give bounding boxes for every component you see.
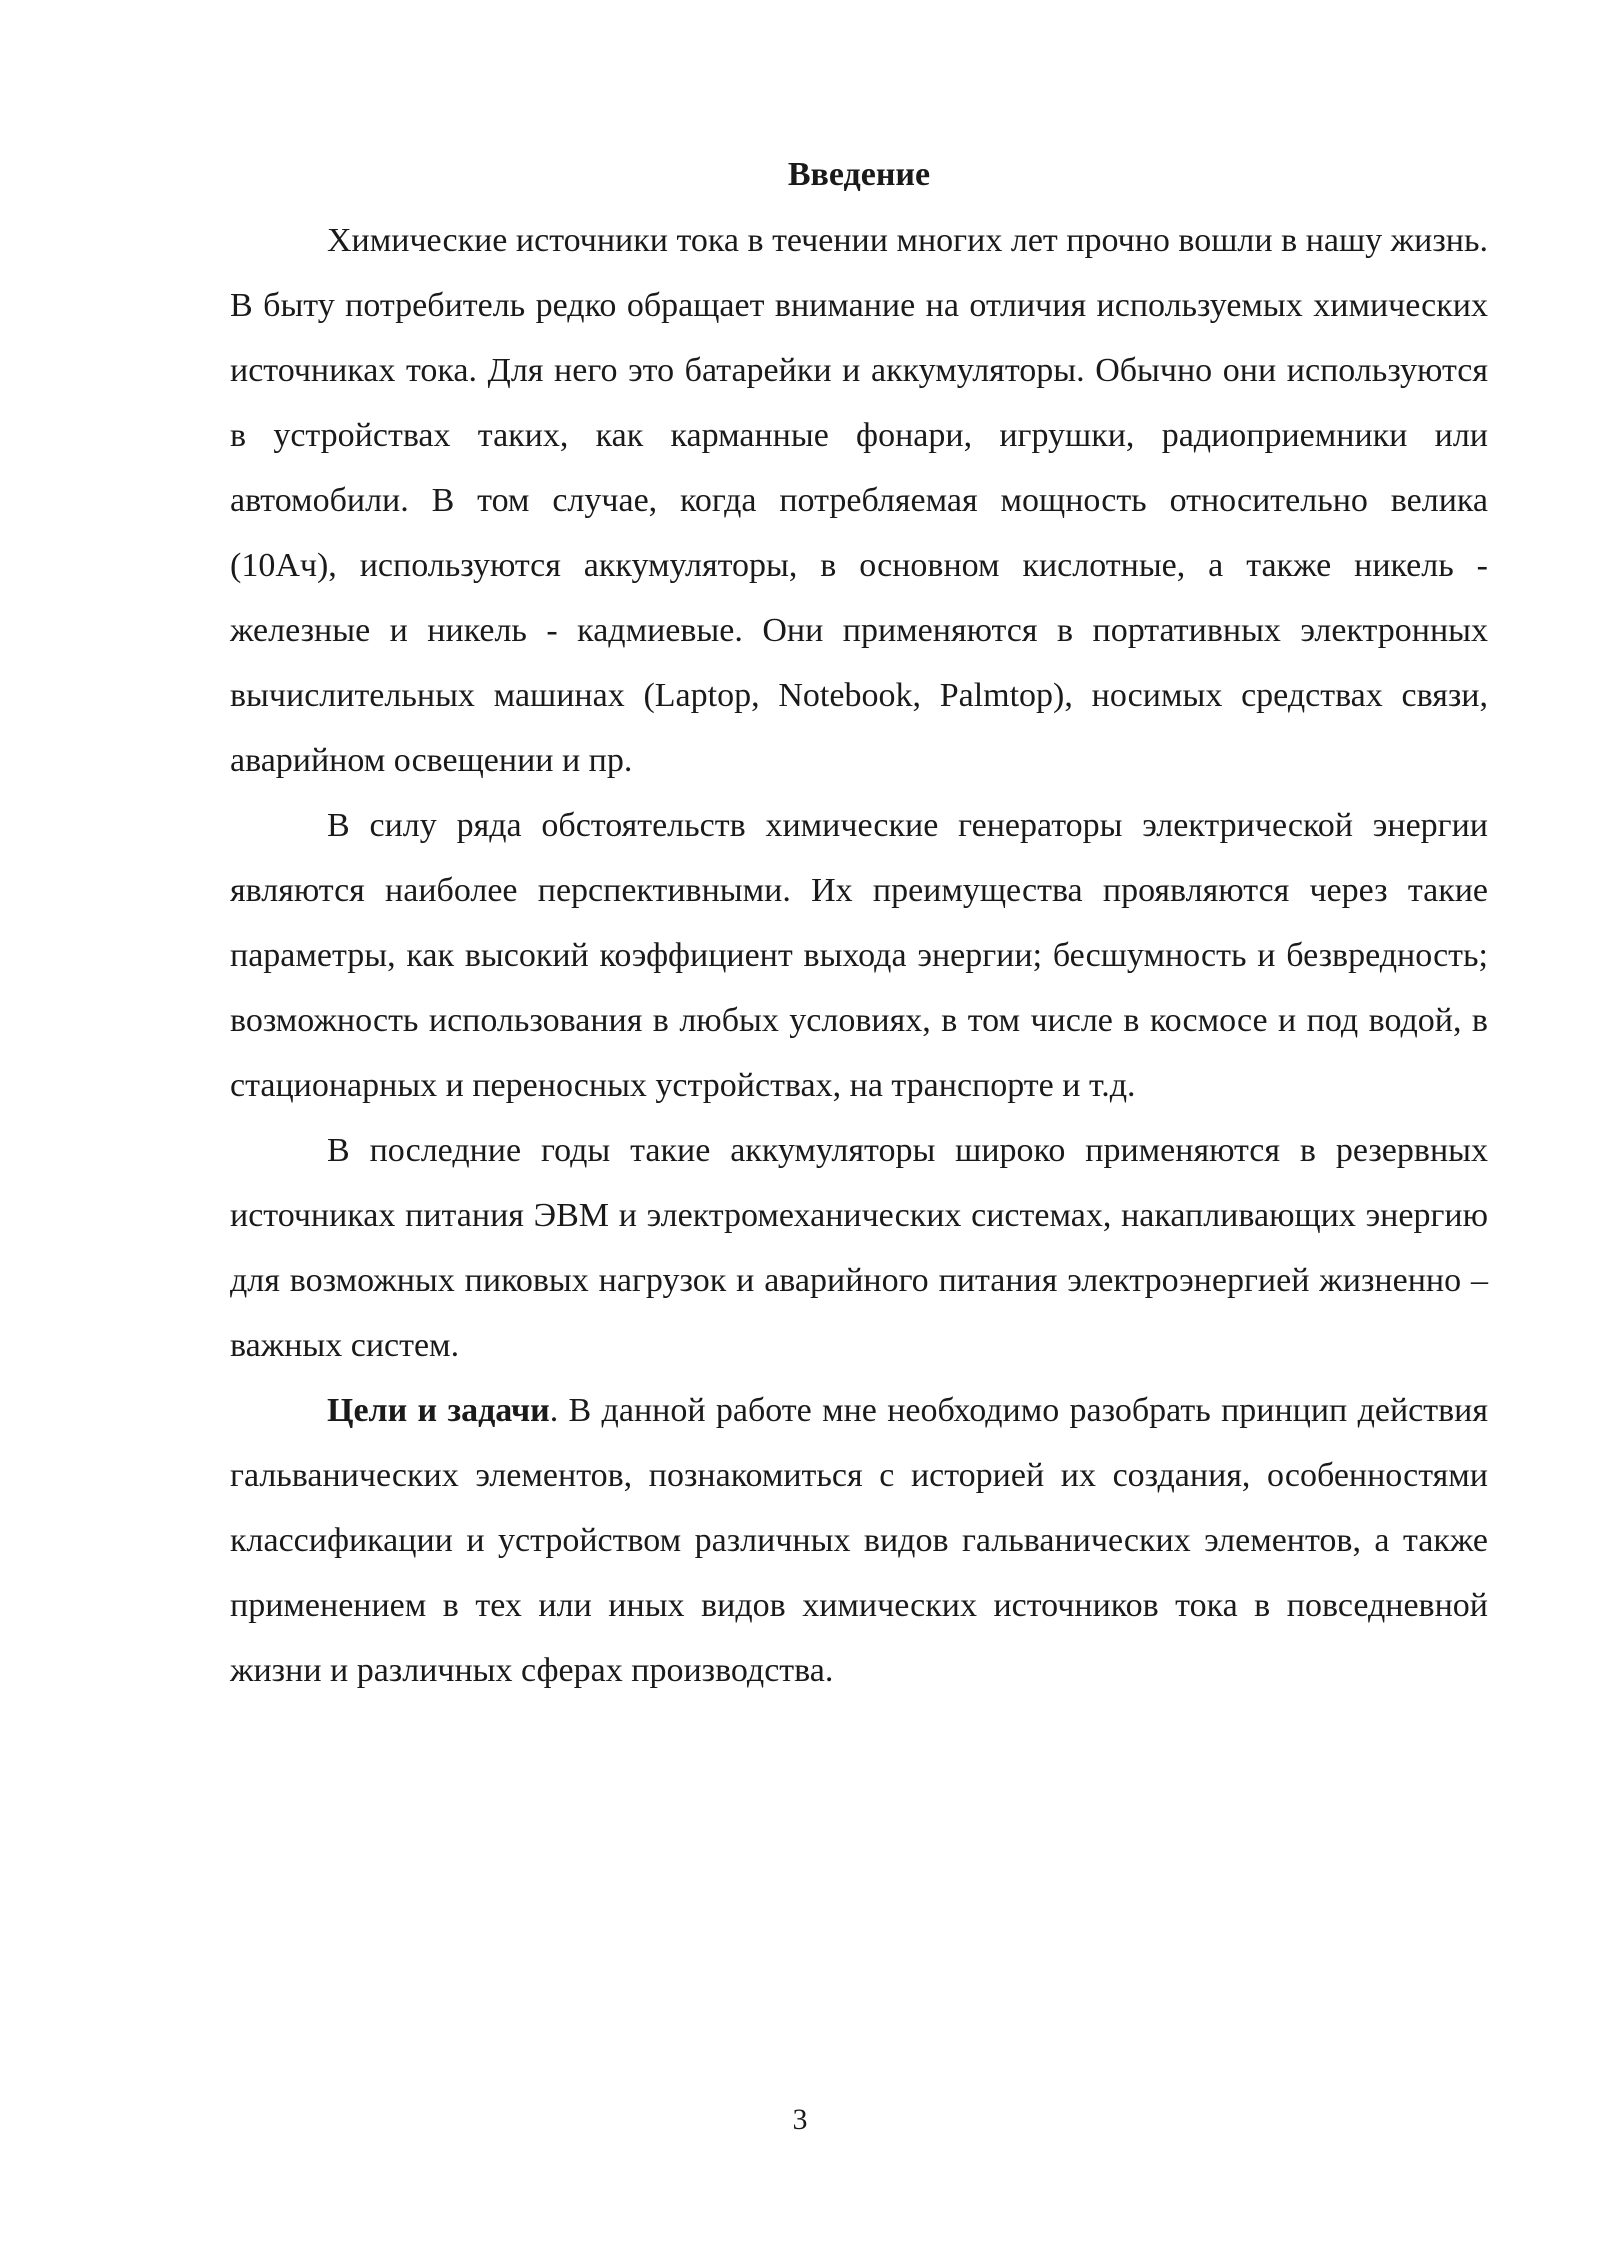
goals-label: Цели и задачи <box>327 1392 550 1429</box>
goals-text: . В данной работе мне необходимо разобрать принцип действия гальванических элементов, познакомиться с историей их создания, особенностями классификации и устройством различных видов гальванических элементов, а также применением в тех или иных видов химических источников тока в повседневной жизни и различных сферах производства. <box>230 1392 1488 1689</box>
section-heading: Введение <box>787 156 931 193</box>
paragraph-recent-years: В последние годы такие аккумуляторы широко применяются в резервных источниках питания ЭВМ и электромеханических системах, накапливающих энергию для возможных пиковых нагрузок и аварийного питания электроэнергией жизненно – важных систем. <box>230 1132 1488 1364</box>
document-page <box>230 150 1488 1703</box>
paragraph-chemical-sources: Химические источники тока в течении многих лет прочно вошли в нашу жизнь. В быту потребитель редко обращает внимание на отличия используемых химических источниках тока. Для него это батарейки и аккумуляторы. Обычно они используются в устройствах таких, как карманные фонари, игрушки, радиоприемники или автомобили. В том случае, когда потребляемая мощность относительно велика (10Ач), используются аккумуляторы, в основном кислотные, а также никель - железные и никель - кадмиевые. Они применяются в портативных электронных вычислительных машинах (Laptop, Notebook, Palmtop), носимых средствах связи, аварийном освещении и пр. <box>230 222 1488 779</box>
paragraph-advantages: В силу ряда обстоятельств химические генераторы электрической энергии являются наиболее перспективными. Их преимущества проявляются через такие параметры, как высокий коэффициент выхода энергии; бесшумность и безвредность; возможность использования в любых условиях, в том числе в космосе и под водой, в стационарных и переносных устройствах, на транспорте и т.д. <box>230 807 1488 1104</box>
paragraph-goals <box>230 1378 1488 1703</box>
page-number: 3 <box>792 2103 808 2136</box>
